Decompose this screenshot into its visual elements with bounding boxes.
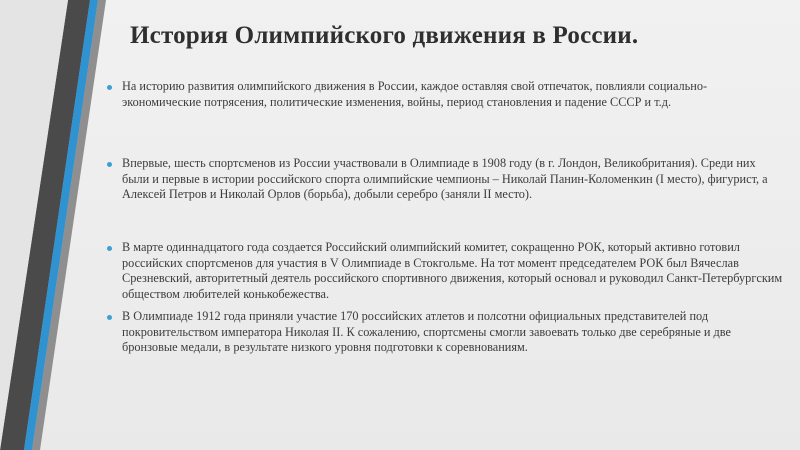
bullet-item bbox=[104, 156, 784, 203]
bullet-dot-icon bbox=[107, 315, 112, 320]
bullet-item bbox=[104, 240, 784, 302]
slide-title: История Олимпийского движения в России. bbox=[130, 22, 639, 49]
bullet-text: На историю развития олимпийского движения в России, каждое оставляя свой отпечаток, повлияли социально-экономические потрясения, политические изменения, войны, период становления и падение СССР и т.д. bbox=[122, 79, 708, 109]
bullet-text: В марте одиннадцатого года создается Российский олимпийский комитет, сокращенно РОК, который активно готовил российских спортсменов для участия в V Олимпиаде в Стокгольме. На тот момент председателем РОК был Вячеслав Срезневский, авторитетный деятель российского спортивного движения, который основал и руководил Санкт-Петербургским обществом любителей конькобежества. bbox=[122, 240, 783, 301]
bullet-dot-icon bbox=[107, 162, 112, 167]
bullet-text: Впервые, шесть спортсменов из России участвовали в Олимпиаде в 1908 году (в г. Лондон, Великобритания). Среди них были и первые в истории российского спорта олимпийские чемпионы – Николай Панин-Коломенкин (I место), фигурист, а Алексей Петров и Николай Орлов (борьба), добыли серебро (заняли II место). bbox=[122, 156, 768, 202]
bullet-item bbox=[104, 309, 784, 356]
bullet-dot-icon bbox=[107, 246, 112, 251]
bullet-item bbox=[104, 79, 784, 110]
decorative-stripes bbox=[0, 0, 110, 450]
bullet-text: В Олимпиаде 1912 года приняли участие 170 российских атлетов и полсотни официальных представителей под покровительством императора Николая II. К сожалению, спортсмены смогли завоевать только две серебряные и две бронзовые медали, в результате низкого уровня подготовки к соревнованиям. bbox=[122, 309, 732, 355]
bullet-dot-icon bbox=[107, 85, 112, 90]
